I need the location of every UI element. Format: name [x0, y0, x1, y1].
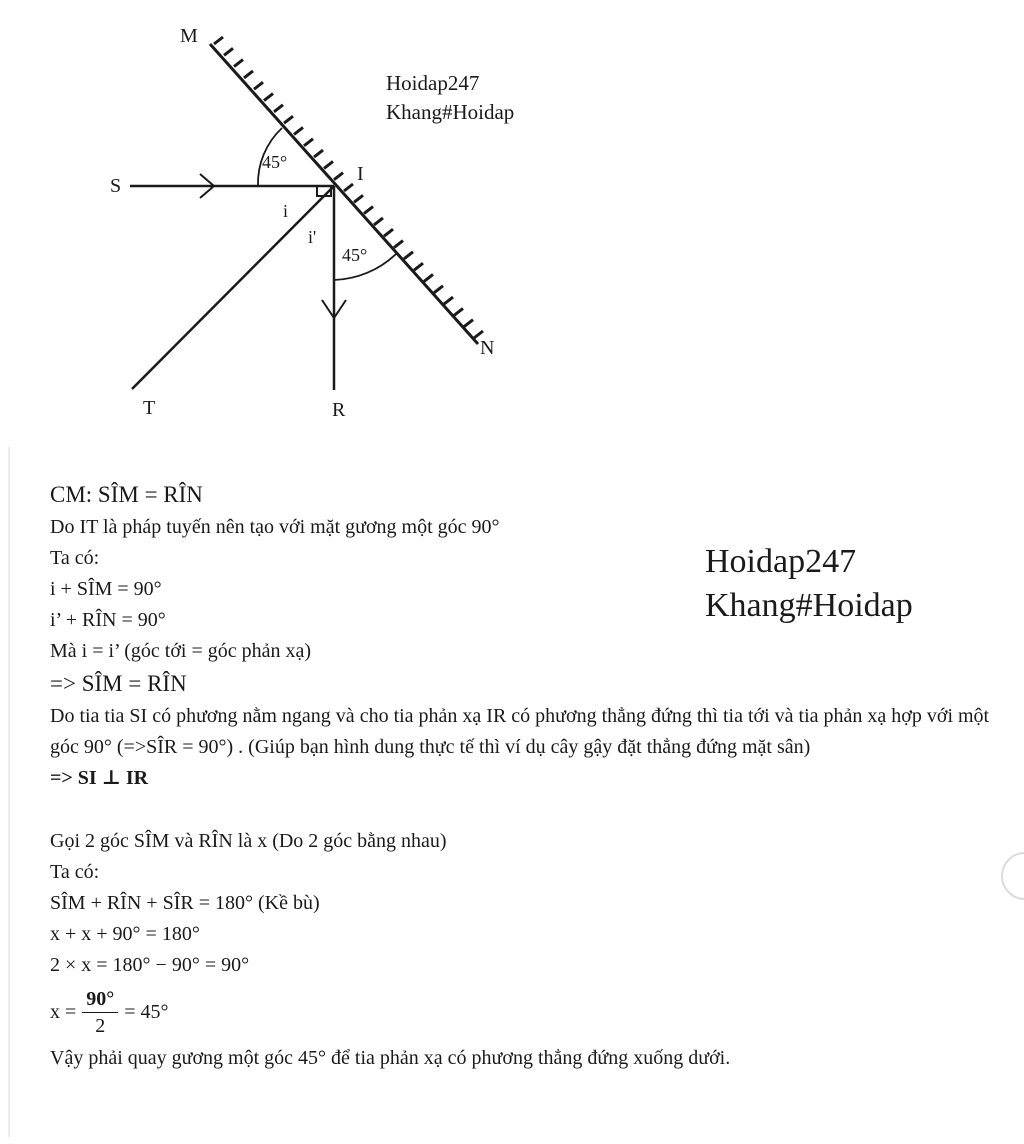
hatch-mark: [224, 48, 233, 55]
fraction: [82, 986, 118, 1039]
label-S: S: [110, 175, 122, 197]
label-i: i: [283, 201, 289, 221]
hatch-mark: [344, 184, 353, 191]
hatch-mark: [464, 320, 473, 327]
label-R: R: [332, 399, 346, 421]
hatch-mark: [314, 150, 323, 157]
text-line: Ta có:: [50, 547, 100, 569]
watermark-line1: Hoidap247: [705, 543, 857, 580]
hatch-mark: [444, 297, 453, 304]
final-answer: Vậy phải quay gương một góc 45° để tia phản xạ có phương thẳng đứng xuống dưới.: [50, 1047, 731, 1069]
left-border: [8, 447, 10, 1137]
text-line: Ta có:: [50, 861, 100, 883]
text-line: Gọi 2 góc SÎM và RÎN là x (Do 2 góc bằng nhau): [50, 830, 447, 852]
normal-line-IT: [132, 186, 334, 389]
hatch-mark: [354, 195, 363, 202]
label-M: M: [180, 25, 198, 47]
hatch-mark: [434, 286, 443, 293]
watermark: [705, 540, 913, 628]
angle-label-bottom: 45°: [342, 245, 368, 265]
diagram-watermark-line1: Hoidap247: [386, 71, 480, 95]
hatch-mark: [214, 37, 223, 44]
hatch-mark: [394, 241, 403, 248]
hatch-mark: [254, 82, 263, 89]
hatch-mark: [234, 60, 243, 67]
hatch-mark: [264, 94, 273, 101]
equation-line: i + SÎM = 90°: [50, 578, 162, 600]
hatch-mark: [334, 173, 343, 180]
hatch-mark: [364, 207, 373, 214]
conclusion-perpendicular: => SI ⊥ IR: [50, 767, 149, 789]
label-I: I: [357, 163, 364, 185]
hatch-mark: [454, 308, 463, 315]
hatch-mark: [424, 274, 433, 281]
angle-label-top: 45°: [262, 152, 288, 172]
label-T: T: [143, 397, 156, 419]
fraction-numerator: 90°: [82, 986, 118, 1013]
text-line: Do IT là pháp tuyến nên tạo với mặt gương một góc 90°: [50, 516, 500, 538]
label-N: N: [480, 337, 495, 359]
hatch-mark: [274, 105, 283, 112]
reflection-diagram: [0, 0, 600, 440]
fraction-lhs: x =: [50, 1000, 77, 1023]
equation-line: 2 × x = 180° − 90° = 90°: [50, 954, 250, 976]
hatch-mark: [304, 139, 313, 146]
fraction-denominator: 2: [95, 1014, 106, 1037]
equation-line: SÎM + RÎN + SÎR = 180° (Kề bù): [50, 892, 320, 914]
equation-line: => SÎM = RÎN: [50, 671, 187, 696]
hatch-mark: [404, 252, 413, 259]
fraction-equation: [50, 981, 990, 1043]
hatch-mark: [324, 161, 333, 168]
equation-line: i’ + RÎN = 90°: [50, 609, 166, 631]
diagram-watermark-line2: Khang#Hoidap: [386, 100, 515, 124]
scroll-button[interactable]: [1001, 852, 1024, 900]
label-i-prime: i': [308, 227, 317, 247]
claim-line: CM: SÎM = RÎN: [50, 482, 203, 507]
hatch-mark: [294, 127, 303, 134]
text-line: Mà i = i’ (góc tới = góc phản xạ): [50, 640, 312, 662]
hatch-mark: [414, 263, 423, 270]
watermark-line2: Khang#Hoidap: [705, 587, 913, 624]
paragraph: Do tia tia SI có phương nằm ngang và cho tia phản xạ IR có phương thẳng đứng thì tia tới và tia phản xạ hợp với một góc 90° (=>SÎR = 90°) . (Giúp bạn hình dung thực tế thì ví dụ cây gậy đặt thẳng đứng mặt sân): [50, 705, 990, 758]
hatch-mark: [284, 116, 293, 123]
hatch-mark: [384, 229, 393, 236]
fraction-rhs: = 45°: [124, 1000, 169, 1023]
hatch-mark: [374, 218, 383, 225]
hatch-mark: [244, 71, 253, 78]
equation-line: x + x + 90° = 180°: [50, 923, 200, 945]
